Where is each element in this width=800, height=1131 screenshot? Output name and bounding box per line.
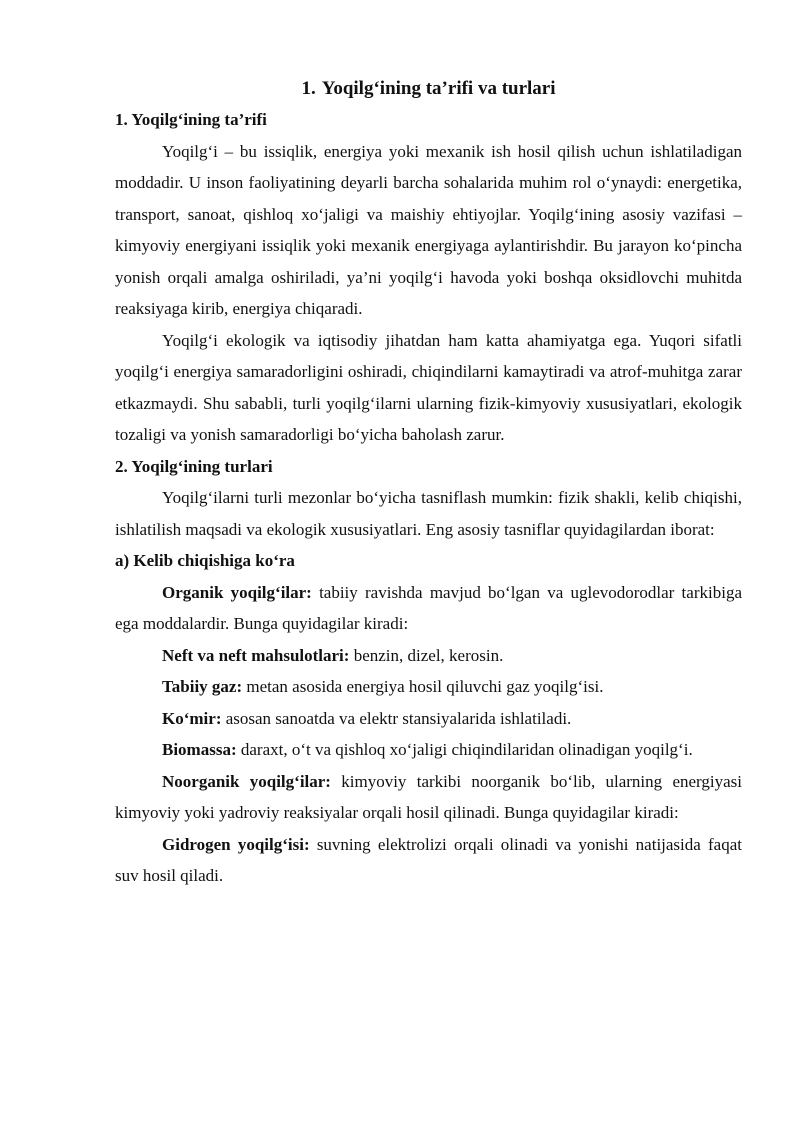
list-item-text: metan asosida energiya hosil qiluvchi gaz yoqilg‘isi. [242, 677, 604, 696]
title-number: 1. [301, 78, 316, 99]
list-item-term: Tabiiy gaz: [162, 677, 243, 696]
list-item-gas [115, 671, 742, 703]
subsection-heading-origin: a) Kelib chiqishiga ko‘ra [115, 551, 295, 570]
document-page [115, 76, 742, 892]
title-text: Yoqilg‘ining ta’rifi va turlari [321, 78, 556, 99]
hydrogen-text: suvning elektrolizi orqali olinadi va yonishi natijasida faqat suv hosil qiladi. [115, 834, 742, 885]
hydrogen-term: Gidrogen yoqilg‘isi: [162, 834, 310, 854]
paragraph-definition-1: Yoqilg‘i – bu issiqlik, energiya yoki mexanik ish hosil qilish uchun ishlatiladigan moddadir. U inson faoliyatining deyarli barcha sohalarida muhim rol o‘ynaydi: energetika, transport, sanoat, qishloq xo‘jaligi va maishiy ehtiyojlar. Yoqilg‘ining asosiy vazifasi – kimyoviy energiyani issiqlik yoki mexanik energiyaga aylantirishdir. Bu jarayon ko‘pincha yonish orqali amalga oshiriladi, ya’ni yoqilg‘i havoda yoki boshqa oksidlovchi muhitda reaksiyaga kirib, energiya chiqaradi. [115, 141, 742, 318]
list-item-oil [115, 640, 742, 672]
list-item-text: daraxt, o‘t va qishloq xo‘jaligi chiqindilaridan olinadigan yoqilg‘i. [236, 740, 693, 759]
section-heading-types: 2. Yoqilg‘ining turlari [115, 456, 273, 476]
list-item-coal [115, 703, 742, 735]
inorganic-text: kimyoviy tarkibi noorganik bo‘lib, ularning energiyasi kimyoviy yoki yadroviy reaksiyalar orqali hosil qilinadi. Bunga quyidagilar kiradi: [115, 771, 742, 822]
paragraph-organic [115, 577, 742, 640]
list-item-term: Neft va neft mahsulotlari: [162, 645, 350, 665]
paragraph-definition-2: Yoqilg‘i ekologik va iqtisodiy jihatdan ham katta ahamiyatga ega. Yuqori sifatli yoqilg‘i energiya samaradorligini oshiradi, chiqindilarni kamaytiradi va atrof-muhitga zarar etkazmaydi. Shu sababli, turli yoqilg‘ilarni ularning fizik-kimyoviy xususiyatlari, ekologik tozaligi va yonish samaradorligi bo‘yicha baholash zarur. [115, 330, 742, 444]
paragraph-types-intro: Yoqilg‘ilarni turli mezonlar bo‘yicha tasniflash mumkin: fizik shakli, kelib chiqishi, ishlatilish maqsadi va ekologik xususiyatlari. Eng asosiy tasniflar quyidagilardan iborat: [115, 488, 742, 539]
page-title [115, 76, 742, 102]
organic-text: tabiiy ravishda mavjud bo‘lgan va uglevodorodlar tarkibiga ega moddalardir. Bunga quyidagilar kiradi: [115, 582, 742, 633]
paragraph-inorganic [115, 766, 742, 829]
organic-term: Organik yoqilg‘ilar: [162, 582, 312, 602]
list-item-term: Biomassa: [162, 740, 237, 759]
list-item-term: Ko‘mir: [162, 708, 222, 728]
inorganic-term: Noorganik yoqilg‘ilar: [162, 771, 331, 791]
section-heading-definition: 1. Yoqilg‘ining ta’rifi [115, 110, 267, 129]
list-item-text: asosan sanoatda va elektr stansiyalarida ishlatiladi. [221, 708, 572, 728]
paragraph-hydrogen [115, 829, 742, 892]
list-item-text: benzin, dizel, kerosin. [349, 645, 504, 665]
list-item-biomass [115, 734, 742, 766]
